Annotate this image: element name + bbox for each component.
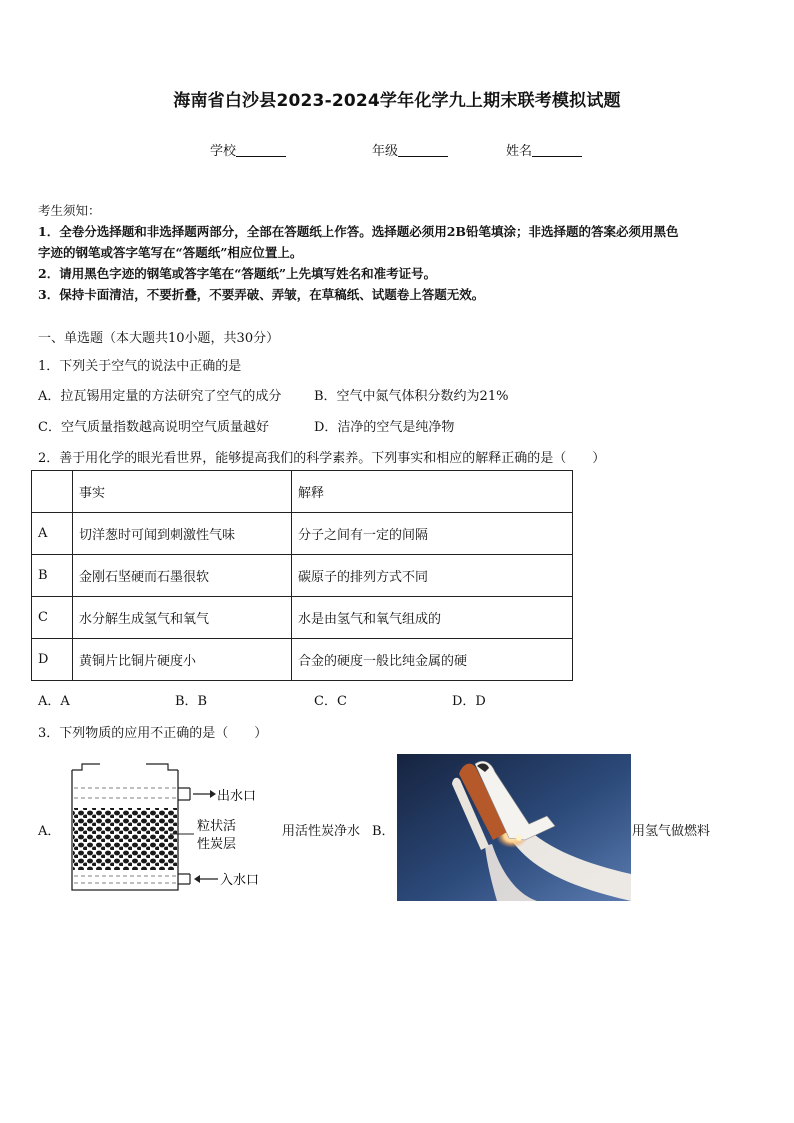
q1-option-d[interactable]: D．洁净的空气是纯净物: [314, 420, 455, 435]
table-cell: B: [32, 555, 73, 597]
table-cell: 分子之间有一定的间隔: [292, 513, 573, 555]
header-cell: [32, 471, 73, 513]
inlet-label: 入水口: [220, 873, 260, 888]
q3-option-a-label[interactable]: A．: [38, 824, 61, 839]
table-cell: 水是由氢气和氧气组成的: [292, 597, 573, 639]
q1-option-c[interactable]: C．空气质量指数越高说明空气质量越好: [38, 420, 269, 435]
table-header-row: [32, 471, 573, 513]
school-field[interactable]: [210, 140, 286, 159]
q3-option-b-text: 用氢气做燃料: [632, 824, 711, 839]
table-cell: 碳原子的排列方式不同: [292, 555, 573, 597]
q3-stem: 3．下列物质的应用不正确的是（ ）: [38, 726, 268, 741]
q2-option-a[interactable]: A．A: [38, 694, 70, 709]
name-blank[interactable]: [532, 143, 582, 157]
q1-stem: 1．下列关于空气的说法中正确的是: [38, 359, 242, 374]
school-blank[interactable]: [236, 143, 286, 157]
section-heading: 一、单选题（本大题共10小题，共30分）: [38, 331, 280, 346]
name-field[interactable]: [506, 140, 582, 159]
grade-blank[interactable]: [398, 143, 448, 157]
table-row: [32, 597, 573, 639]
q2-option-c[interactable]: C．C: [314, 694, 347, 709]
q2-stem: 2．善于用化学的眼光看世界，能够提高我们的科学素养。下列事实和相应的解释正确的是（ ）: [38, 451, 606, 466]
notes-item: 3．保持卡面清洁，不要折叠，不要弄破、弄皱，在草稿纸、试题卷上答题无效。: [38, 287, 485, 302]
exam-notes: [38, 200, 758, 305]
grade-label: 年级: [372, 144, 399, 159]
grade-field[interactable]: [372, 140, 448, 159]
water-filter-diagram: [60, 762, 275, 897]
notes-item: 字迹的钢笔或答字笔写在“答题纸”相应位置上。: [38, 245, 303, 260]
table-cell: A: [32, 513, 73, 555]
table-cell: C: [32, 597, 73, 639]
space-shuttle-launch-image: [397, 754, 631, 901]
q1-option-b[interactable]: B．空气中氮气体积分数约为21%: [314, 389, 509, 404]
q2-table: [31, 470, 573, 681]
table-row: [32, 639, 573, 681]
page-title: 海南省白沙县2023-2024学年化学九上期末联考模拟试题: [173, 91, 621, 111]
header-cell: 事实: [73, 471, 292, 513]
table-cell: 合金的硬度一般比纯金属的硬: [292, 639, 573, 681]
table-row: [32, 513, 573, 555]
carbon-layer: [73, 808, 177, 870]
table-cell: D: [32, 639, 73, 681]
layer-label-1: 粒状活: [197, 819, 237, 834]
notes-item: 2．请用黑色字迹的钢笔或答字笔在“答题纸”上先填写姓名和准考证号。: [38, 266, 437, 281]
table-cell: 水分解生成氢气和氧气: [73, 597, 292, 639]
notes-item: 1．全卷分选择题和非选择题两部分，全部在答题纸上作答。选择题必须用2B铅笔填涂；非选择题的答案必须用黑色: [38, 224, 679, 239]
outlet-label: 出水口: [217, 789, 257, 804]
header-cell: 解释: [292, 471, 573, 513]
layer-label-2: 性炭层: [197, 837, 237, 852]
table-cell: 切洋葱时可闻到刺激性气味: [73, 513, 292, 555]
table-row: [32, 555, 573, 597]
school-label: 学校: [210, 144, 237, 159]
table-cell: 金刚石坚硬而石墨很软: [73, 555, 292, 597]
name-label: 姓名: [506, 144, 533, 159]
q2-option-b[interactable]: B．B: [175, 694, 208, 709]
q2-option-d[interactable]: D．D: [452, 694, 486, 709]
table-cell: 黄铜片比铜片硬度小: [73, 639, 292, 681]
notes-heading: 考生须知：: [38, 203, 101, 218]
q3-option-b-label[interactable]: B．: [372, 824, 395, 839]
q3-option-a-text: 用活性炭净水: [282, 824, 361, 839]
q1-option-a[interactable]: A．拉瓦锡用定量的方法研究了空气的成分: [38, 389, 282, 404]
